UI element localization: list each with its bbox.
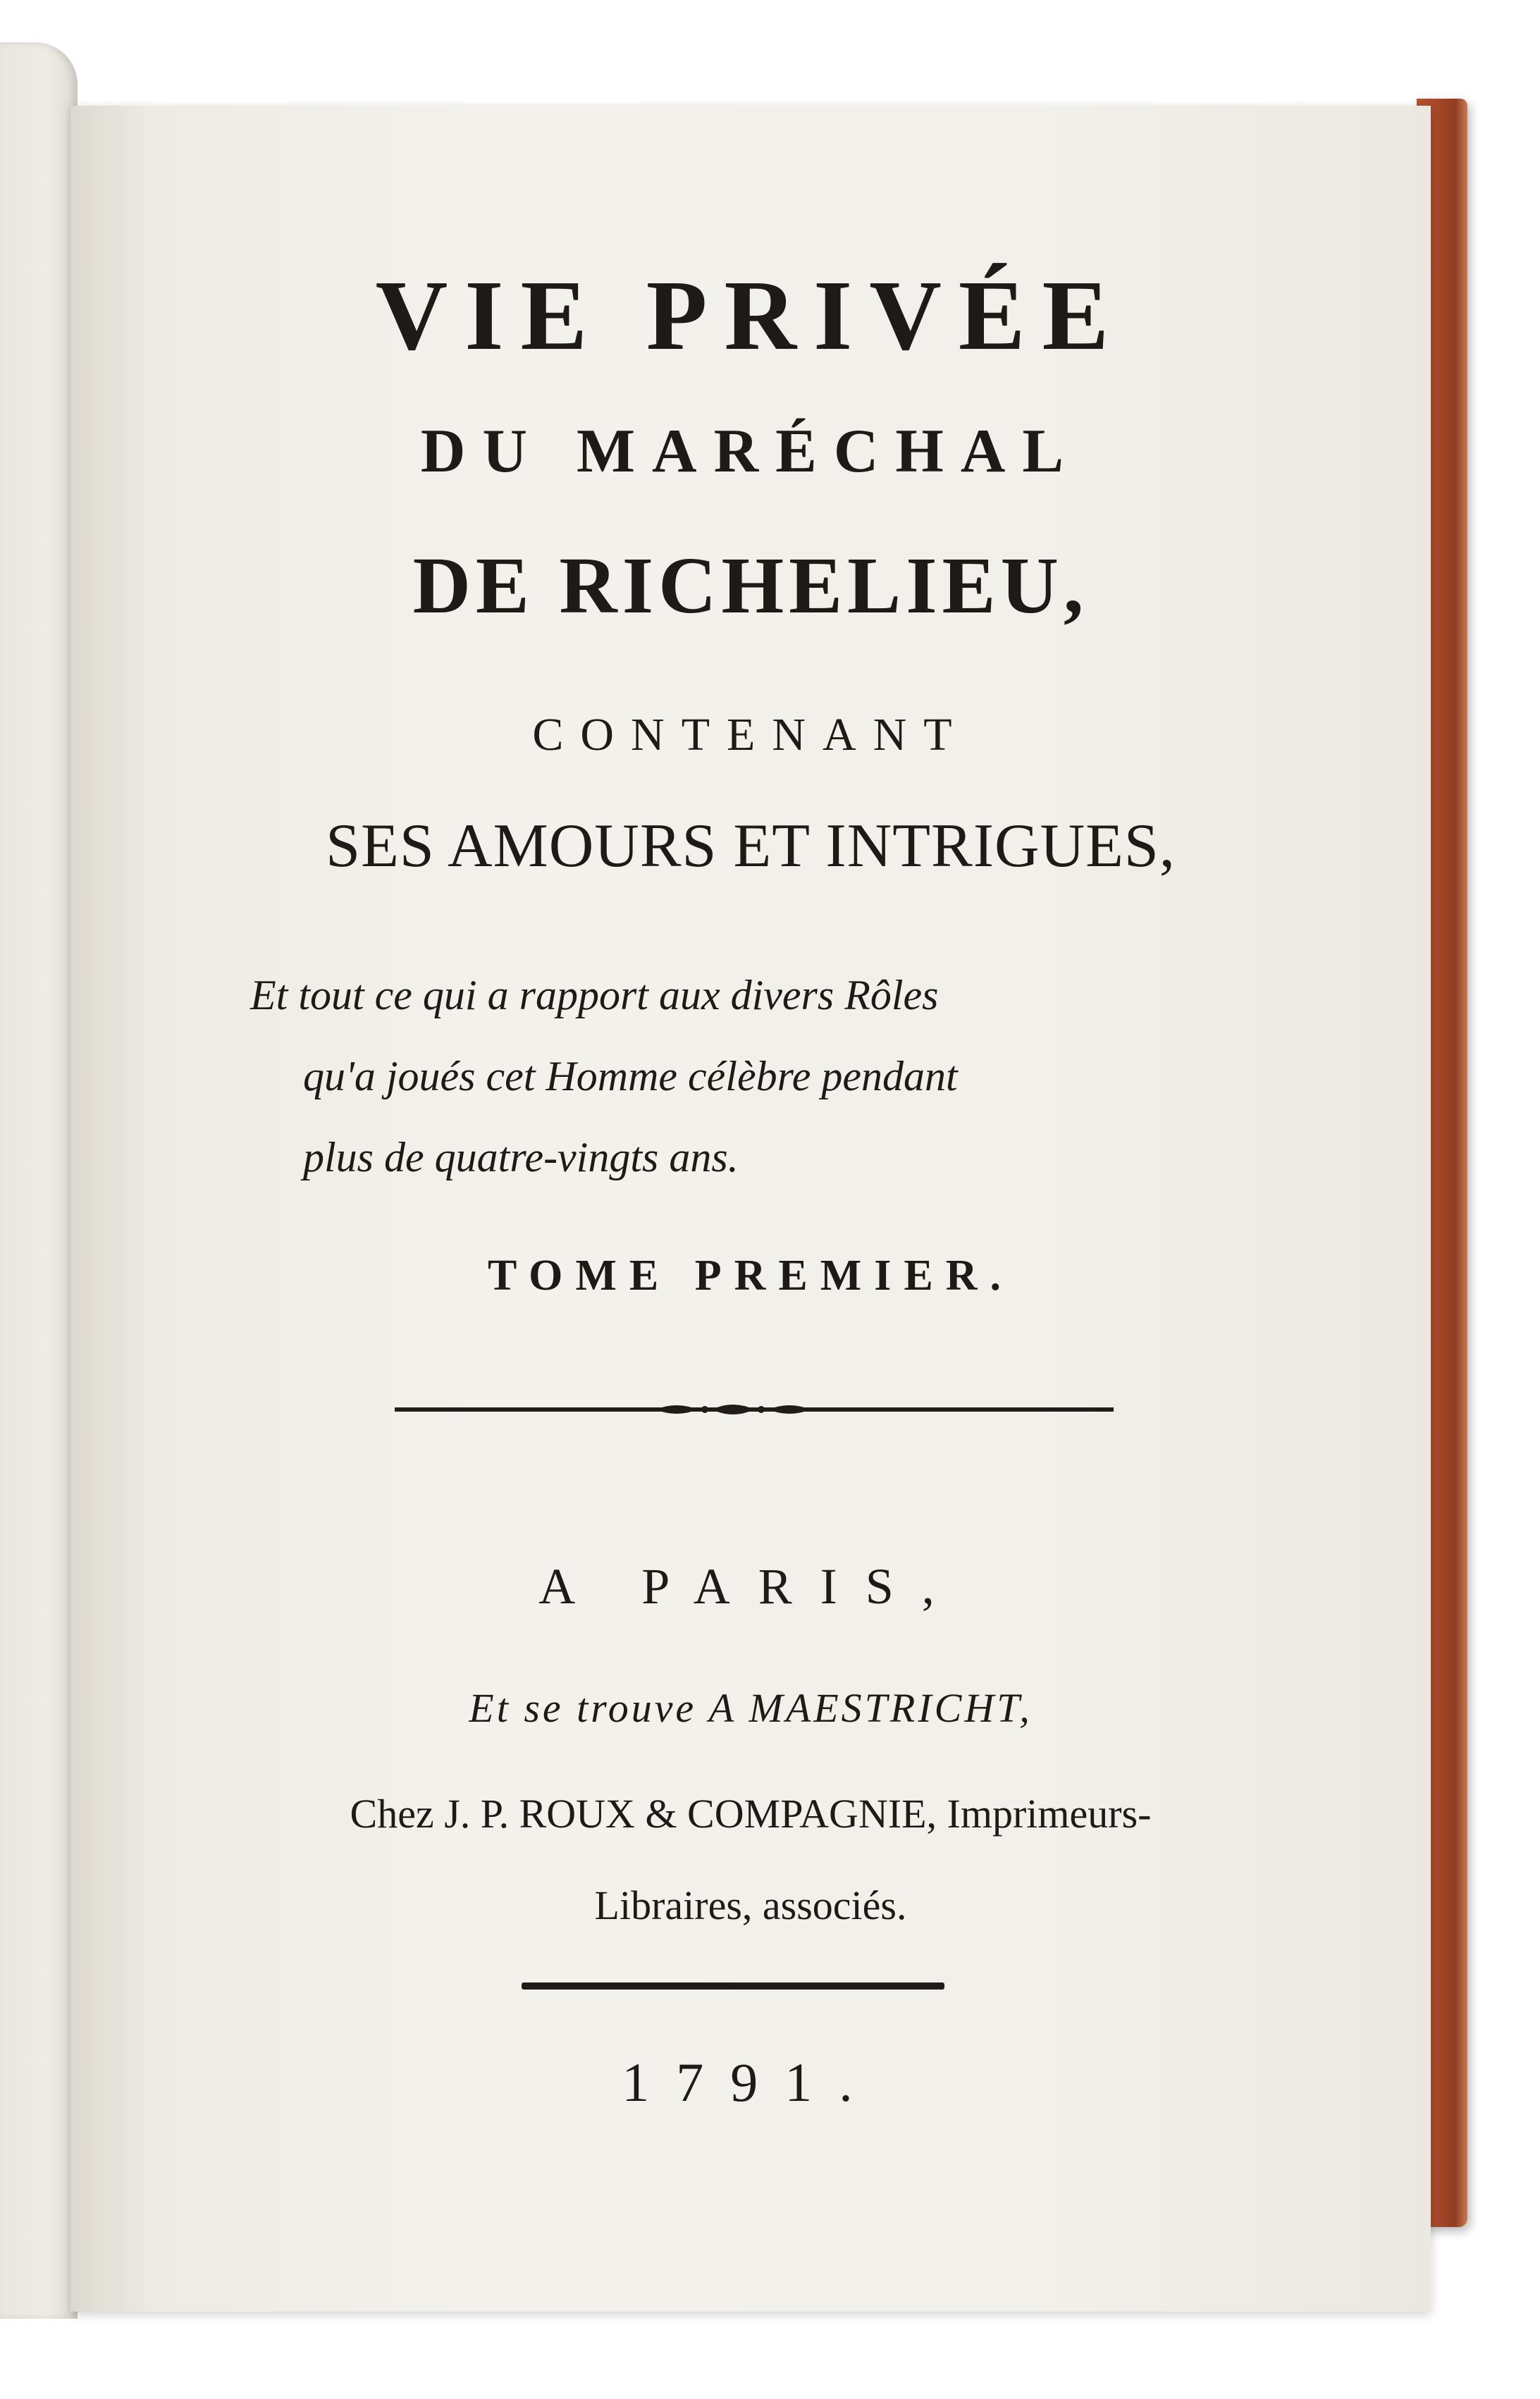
imprint-place: A PARIS, <box>538 1558 963 1615</box>
subject-name: DE RICHELIEU, <box>412 541 1089 630</box>
imprint-publisher-line-1: Chez J. P. ROUX & COMPAGNIE, Imprimeurs- <box>350 1791 1152 1837</box>
publication-year: 1791. <box>622 2052 880 2113</box>
title-page <box>70 106 1431 2312</box>
imprint-publisher-line-2: Libraires, associés. <box>594 1882 907 1928</box>
book-title: VIE PRIVÉE <box>375 259 1126 371</box>
book-subtitle: DU MARÉCHAL <box>420 417 1081 486</box>
imprint-also-found: Et se trouve A MAESTRICHT, <box>469 1685 1033 1731</box>
contenant-label: CONTENANT <box>532 709 969 760</box>
imprint-rule <box>522 1982 944 1990</box>
volume-label: TOME PREMIER. <box>487 1252 1014 1300</box>
contents-heading: SES AMOURS ET INTRIGUES, <box>326 812 1176 880</box>
facing-page <box>0 42 78 2319</box>
description-line-1: Et tout ce qui a rapport aux divers Rôles <box>250 972 939 1018</box>
description-line-3: plus de quatre-vingts ans. <box>303 1134 739 1180</box>
ornamental-rule-icon <box>395 1395 1114 1424</box>
description-line-2: qu'a joués cet Homme célèbre pendant <box>303 1053 958 1099</box>
